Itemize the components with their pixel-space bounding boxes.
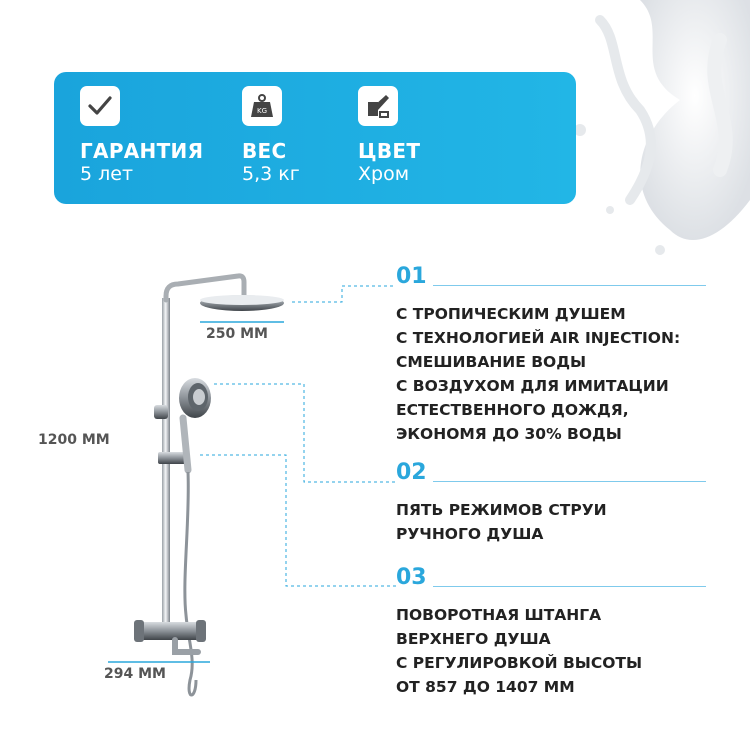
spec-label: ЦВЕТ [358,139,421,163]
spout [175,640,198,652]
feature-line: ПОВОРОТНАЯ ШТАНГА [396,606,602,624]
feature-line: ЭКОНОМЯ ДО 30% ВОДЫ [396,425,622,443]
feature-divider [433,586,706,587]
feature-number: 01 [396,264,427,289]
feature-text [396,498,706,546]
spec-value: Хром [358,163,410,185]
slider-holder [158,452,186,464]
feature-line: С ТРОПИЧЕСКИМ ДУШЕМ [396,305,626,323]
wall-bracket [154,405,168,419]
feature-line: ЕСТЕСТВЕННОГО ДОЖДЯ, [396,401,629,419]
feature-line: С РЕГУЛИРОВКОЙ ВЫСОТЫ [396,654,643,672]
feature-line: С ВОЗДУХОМ ДЛЯ ИМИТАЦИИ [396,377,669,395]
spec-label: ВЕС [242,139,287,163]
base-width-label: 294 ММ [104,666,166,682]
feature-line: ПЯТЬ РЕЖИМОВ СТРУИ [396,501,607,519]
feature-01 [396,266,706,446]
feature-text [396,302,706,446]
shower-column [162,298,170,640]
hand-shower-handle [183,418,188,470]
weight-icon-text: KG [256,107,268,115]
feature-line: ВЕРХНЕГО ДУША [396,630,551,648]
feature-line: СМЕШИВАНИЕ ВОДЫ [396,353,587,371]
feature-number: 02 [396,460,427,485]
feature-line: РУЧНОГО ДУША [396,525,544,543]
feature-number: 03 [396,565,427,590]
spec-value: 5,3 кг [242,163,300,185]
feature-divider [433,285,706,286]
height-label: 1200 ММ [38,432,110,448]
spec-label: ГАРАНТИЯ [80,139,204,163]
feature-line: С ТЕХНОЛОГИЕЙ AIR INJECTION: [396,329,681,347]
feature-02 [396,462,706,546]
feature-divider [433,481,706,482]
thermostat-mixer [140,622,202,640]
head-width-label: 250 ММ [206,326,268,342]
spec-value: 5 лет [80,163,134,185]
feature-03 [396,567,706,699]
feature-line: ОТ 857 ДО 1407 ММ [396,678,575,696]
feature-text [396,603,706,699]
